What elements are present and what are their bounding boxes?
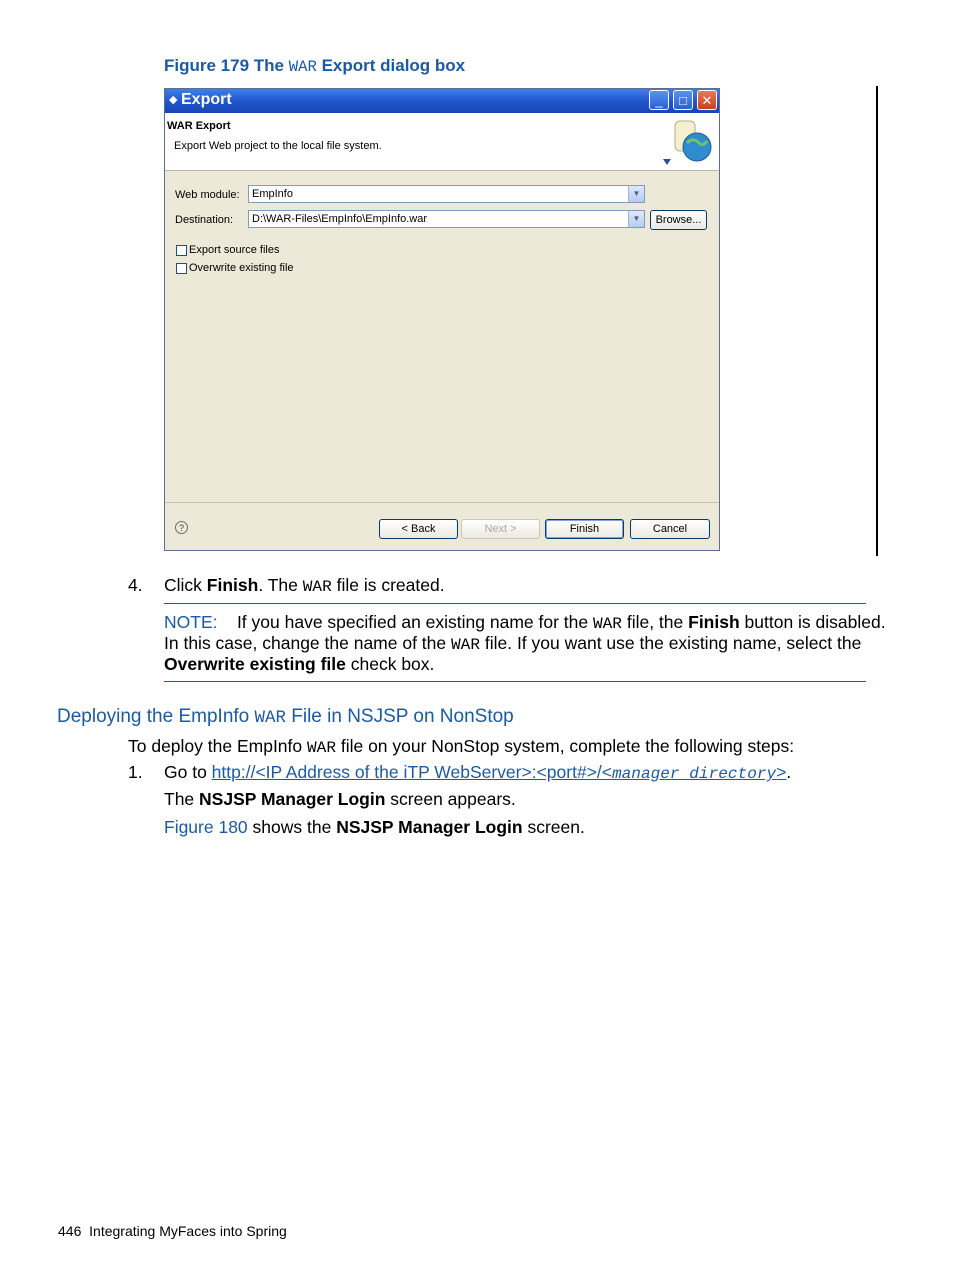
- chapter-title: Integrating MyFaces into Spring: [89, 1223, 287, 1239]
- note-line-2: In this case, change the name of the WAR file. If you want use the existing name, select the: [164, 633, 862, 654]
- export-source-label: Export source files: [189, 244, 280, 256]
- note-line-1: NOTE: If you have specified an existing name for the WAR file, the Finish button is disabled.: [164, 612, 886, 633]
- maximize-button[interactable]: □: [673, 90, 693, 110]
- note-top-rule: [164, 603, 866, 604]
- overwrite-checkbox[interactable]: [176, 263, 187, 274]
- chevron-down-icon[interactable]: ▼: [628, 211, 644, 227]
- manager-url-link[interactable]: http://<IP Address of the iTP WebServer>:<port#>/<manager directory>: [211, 762, 787, 783]
- wizard-title: WAR Export: [167, 120, 231, 132]
- note-bottom-rule: [164, 681, 866, 682]
- figure-reference-text: Figure 180 shows the NSJSP Manager Login screen.: [164, 817, 585, 837]
- export-source-checkbox[interactable]: [176, 245, 187, 256]
- section-heading: Deploying the EmpInfo WAR File in NSJSP on NonStop: [57, 706, 514, 728]
- section-intro: To deploy the EmpInfo WAR file on your NonStop system, complete the following steps:: [128, 736, 795, 757]
- war-export-globe-icon: [661, 115, 713, 167]
- login-screen-text: The NSJSP Manager Login screen appears.: [164, 789, 516, 809]
- figure-180-link[interactable]: Figure 180: [164, 817, 248, 837]
- close-button[interactable]: ✕: [697, 90, 717, 110]
- web-module-combo[interactable]: [248, 185, 645, 203]
- next-button[interactable]: Next >: [461, 519, 540, 539]
- back-button[interactable]: < Back: [379, 519, 458, 539]
- web-module-label: Web module:: [175, 189, 240, 201]
- step-number: 1.: [128, 762, 143, 782]
- destination-combo[interactable]: [248, 210, 645, 228]
- wizard-header: [165, 113, 719, 171]
- finish-button[interactable]: Finish: [545, 519, 624, 539]
- note-label: NOTE:: [164, 612, 218, 632]
- help-icon[interactable]: ?: [175, 521, 188, 534]
- button-bar-separator: [165, 502, 719, 503]
- wizard-description: Export Web project to the local file system.: [174, 140, 382, 152]
- window-icon: ◆: [169, 94, 178, 106]
- cancel-button[interactable]: Cancel: [630, 519, 710, 539]
- note-line-3: Overwrite existing file check box.: [164, 654, 435, 674]
- minimize-button[interactable]: _: [649, 90, 669, 110]
- web-module-value: EmpInfo: [252, 188, 293, 200]
- step-4-text: Click Finish. The WAR file is created.: [164, 575, 445, 596]
- title-bar: [165, 89, 719, 113]
- window-title: Export: [181, 91, 232, 108]
- export-dialog: [164, 88, 720, 551]
- destination-label: Destination:: [175, 214, 234, 226]
- page-number: 446: [58, 1223, 82, 1239]
- change-bar: [876, 86, 878, 556]
- page-footer: [58, 1223, 287, 1239]
- overwrite-label: Overwrite existing file: [189, 262, 294, 274]
- step-number: 4.: [128, 575, 143, 595]
- browse-button[interactable]: Browse...: [650, 210, 707, 230]
- step-1-text: Go to http://<IP Address of the iTP WebServer>:<port#>/<manager directory>.: [164, 762, 792, 783]
- figure-caption: Figure 179 The WAR Export dialog box: [164, 56, 466, 76]
- destination-value: D:\WAR-Files\EmpInfo\EmpInfo.war: [252, 213, 428, 225]
- chevron-down-icon[interactable]: ▼: [628, 186, 644, 202]
